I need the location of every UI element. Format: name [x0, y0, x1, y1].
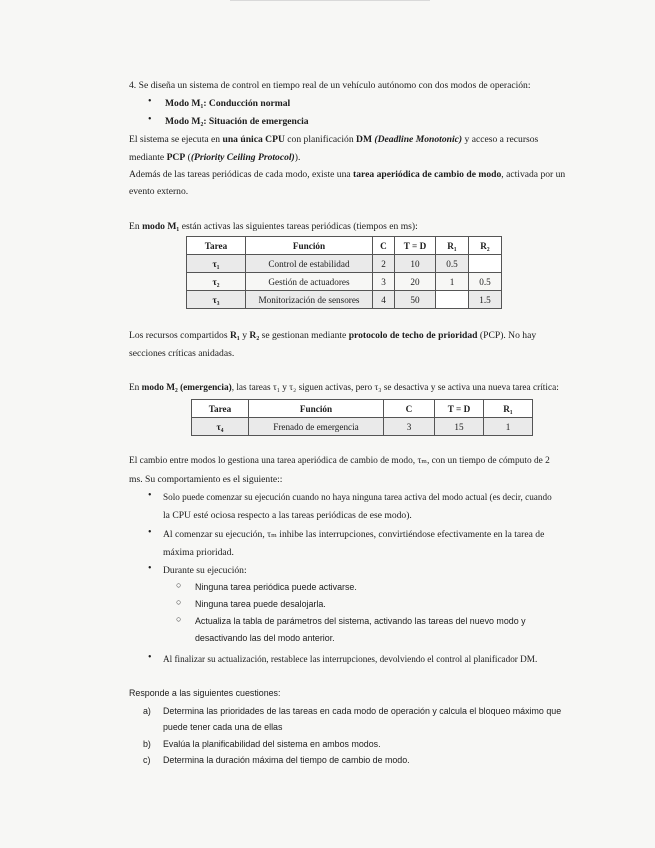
text-run: están activas las siguientes tareas periódicas (tiempos en ms):: [179, 221, 418, 232]
text-run: En: [129, 383, 142, 393]
cell-function: Frenado de emergencia: [249, 418, 384, 436]
sub-item: Actualiza la tabla de parámetros del sistema, activando las tareas del nuevo modo y: [195, 616, 526, 626]
cell-function: Monitorización de sensores: [246, 291, 373, 309]
col-header: Tarea: [192, 400, 249, 418]
problem-number: 4.: [129, 80, 137, 91]
text-bold-italic: (Priority Ceiling Protocol): [190, 152, 295, 163]
cell-c: 3: [373, 273, 395, 291]
cell-task: τ₃: [187, 291, 246, 309]
questions-intro: Responde a las siguientes cuestiones:: [129, 688, 281, 698]
cell-task: τ₄: [192, 418, 249, 436]
problem-intro-text: Se diseña un sistema de control en tiempo real de un vehículo autónomo con dos modos de operación:: [138, 80, 531, 91]
cell-r2: [469, 255, 502, 273]
text-run: mediante: [129, 152, 167, 163]
question-item: Determina las prioridades de las tareas en cada modo de operación y calcula el bloqueo máximo que: [163, 706, 562, 716]
cell-task: τ₁: [187, 255, 246, 273]
bullet-icon: •: [148, 563, 152, 574]
question-letter: c): [143, 755, 151, 765]
bullet-icon: •: [148, 527, 152, 538]
problem-statement: [129, 77, 579, 94]
mode2-intro: [129, 380, 589, 397]
text-run: , las tareas τ₁ y τ₂ siguen activas, pero τ₃ se desactiva y se activa una nueva tarea crítica:: [231, 383, 559, 393]
text-bold: protocolo de techo de prioridad: [348, 330, 478, 341]
cell-c: 4: [373, 291, 395, 309]
change-paragraph: El cambio entre modos lo gestiona una tarea aperiódica de cambio de modo, τₘ, con un tiempo de cómputo de 2: [129, 456, 550, 466]
mode1-intro: [129, 218, 559, 235]
behaviour-item: Al finalizar su actualización, restablece las interrupciones, devolviendo el control al planificador DM.: [163, 654, 538, 664]
cell-function: Gestión de actuadores: [246, 273, 373, 291]
page-edge-line: [230, 0, 430, 1]
table-row: [187, 291, 502, 309]
bullet-icon: •: [148, 96, 152, 107]
circle-bullet-icon: ○: [176, 580, 182, 590]
cell-r1: 0.5: [436, 255, 469, 273]
table-row: [192, 418, 533, 436]
col-header: C: [373, 237, 395, 255]
text-run: .: [297, 152, 301, 163]
question-letter: a): [143, 706, 151, 716]
cell-r1: 1: [436, 273, 469, 291]
col-header: Función: [246, 237, 373, 255]
resources-paragraph: [129, 327, 551, 344]
bullet-icon: •: [148, 490, 152, 501]
cell-r2: 1.5: [469, 291, 502, 309]
cell-c: 2: [373, 255, 395, 273]
col-header: C: [384, 400, 435, 418]
text-bold: tarea aperiódica de cambio de modo: [353, 169, 502, 180]
text-run: En: [129, 221, 143, 232]
text-run: Además de las tareas periódicas de cada modo, existe una: [129, 169, 354, 180]
sub-item: Ninguna tarea periódica puede activarse.: [195, 582, 357, 592]
col-header: T = D: [435, 400, 484, 418]
change-paragraph-cont: ms. Su comportamiento es el siguiente::: [129, 474, 283, 485]
question-letter: b): [143, 739, 151, 749]
bullet-icon: •: [148, 114, 152, 125]
text-bold: R₁: [229, 330, 240, 341]
text-run: se gestionan mediante: [259, 330, 349, 341]
cell-td: 10: [395, 255, 436, 273]
text-bold: PCP: [166, 152, 186, 163]
mode-item: Modo M₂: Situación de emergencia: [165, 116, 309, 127]
text-bold-italic: (Deadline Monotonic): [374, 134, 463, 145]
cell-r1: 1: [484, 418, 533, 436]
question-item-cont: puede tener cada una de ellas: [163, 722, 283, 732]
cell-td: 15: [435, 418, 484, 436]
col-header: R₁: [436, 237, 469, 255]
col-header: R₁: [484, 400, 533, 418]
cell-r1: [436, 291, 469, 309]
mode1-task-table: [186, 236, 502, 309]
text-bold: DM: [356, 134, 372, 145]
behaviour-item-cont: la CPU esté ociosa respecto a las tareas periódicas de ese modo).: [163, 510, 412, 521]
resources-paragraph-cont: secciones críticas anidadas.: [129, 348, 235, 359]
text-run: y acceso a recursos: [462, 134, 539, 145]
circle-bullet-icon: ○: [176, 614, 182, 624]
cell-td: 20: [395, 273, 436, 291]
behaviour-item: Durante su ejecución:: [163, 565, 247, 576]
system-description: [129, 131, 579, 148]
text-bold: modo M₂ (emergencia): [141, 383, 232, 393]
aperiodic-description-cont: evento externo.: [129, 186, 189, 197]
text-run: , activada por un: [501, 169, 566, 180]
text-run: y: [239, 330, 250, 341]
text-run: con planificación: [284, 134, 357, 145]
question-item: Determina la duración máxima del tiempo de cambio de modo.: [163, 755, 410, 765]
cell-r2: 0.5: [469, 273, 502, 291]
cell-function: Control de estabilidad: [246, 255, 373, 273]
system-description-cont: mediante PCP ((Priority Ceiling Protocol)).: [129, 152, 301, 163]
cell-c: 3: [384, 418, 435, 436]
sub-item: Ninguna tarea puede desalojarla.: [195, 599, 326, 609]
text-run: El sistema se ejecuta en: [129, 134, 223, 145]
text-bold: modo M₁: [142, 221, 180, 232]
col-header: Función: [249, 400, 384, 418]
cell-td: 50: [395, 291, 436, 309]
text-bold: R₂: [249, 330, 260, 341]
col-header: Tarea: [187, 237, 246, 255]
bullet-icon: •: [148, 652, 152, 663]
text-run: (PCP). No hay: [477, 330, 537, 341]
behaviour-item: Solo puede comenzar su ejecución cuando no haya ninguna tarea activa del modo actual (es decir, cuando: [163, 492, 552, 502]
sub-item-cont: desactivando las del modo anterior.: [195, 633, 335, 643]
circle-bullet-icon: ○: [176, 597, 182, 607]
text-run: Los recursos compartidos: [129, 330, 230, 341]
aperiodic-description: [129, 166, 579, 183]
cell-task: τ₂: [187, 273, 246, 291]
mode2-task-table: [191, 399, 533, 436]
col-header: R₂: [469, 237, 502, 255]
behaviour-item-cont: máxima prioridad.: [163, 547, 234, 558]
question-item: Evalúa la planificabilidad del sistema en ambos modos.: [163, 739, 381, 749]
col-header: T = D: [395, 237, 436, 255]
table-row: [187, 273, 502, 291]
mode-item: Modo M₁: Conducción normal: [165, 98, 291, 109]
table-row: [187, 255, 502, 273]
behaviour-item: Al comenzar su ejecución, τₘ inhibe las interrupciones, convirtiéndose efectivamente en la tarea de: [163, 529, 545, 540]
text-bold: una única CPU: [222, 134, 285, 145]
